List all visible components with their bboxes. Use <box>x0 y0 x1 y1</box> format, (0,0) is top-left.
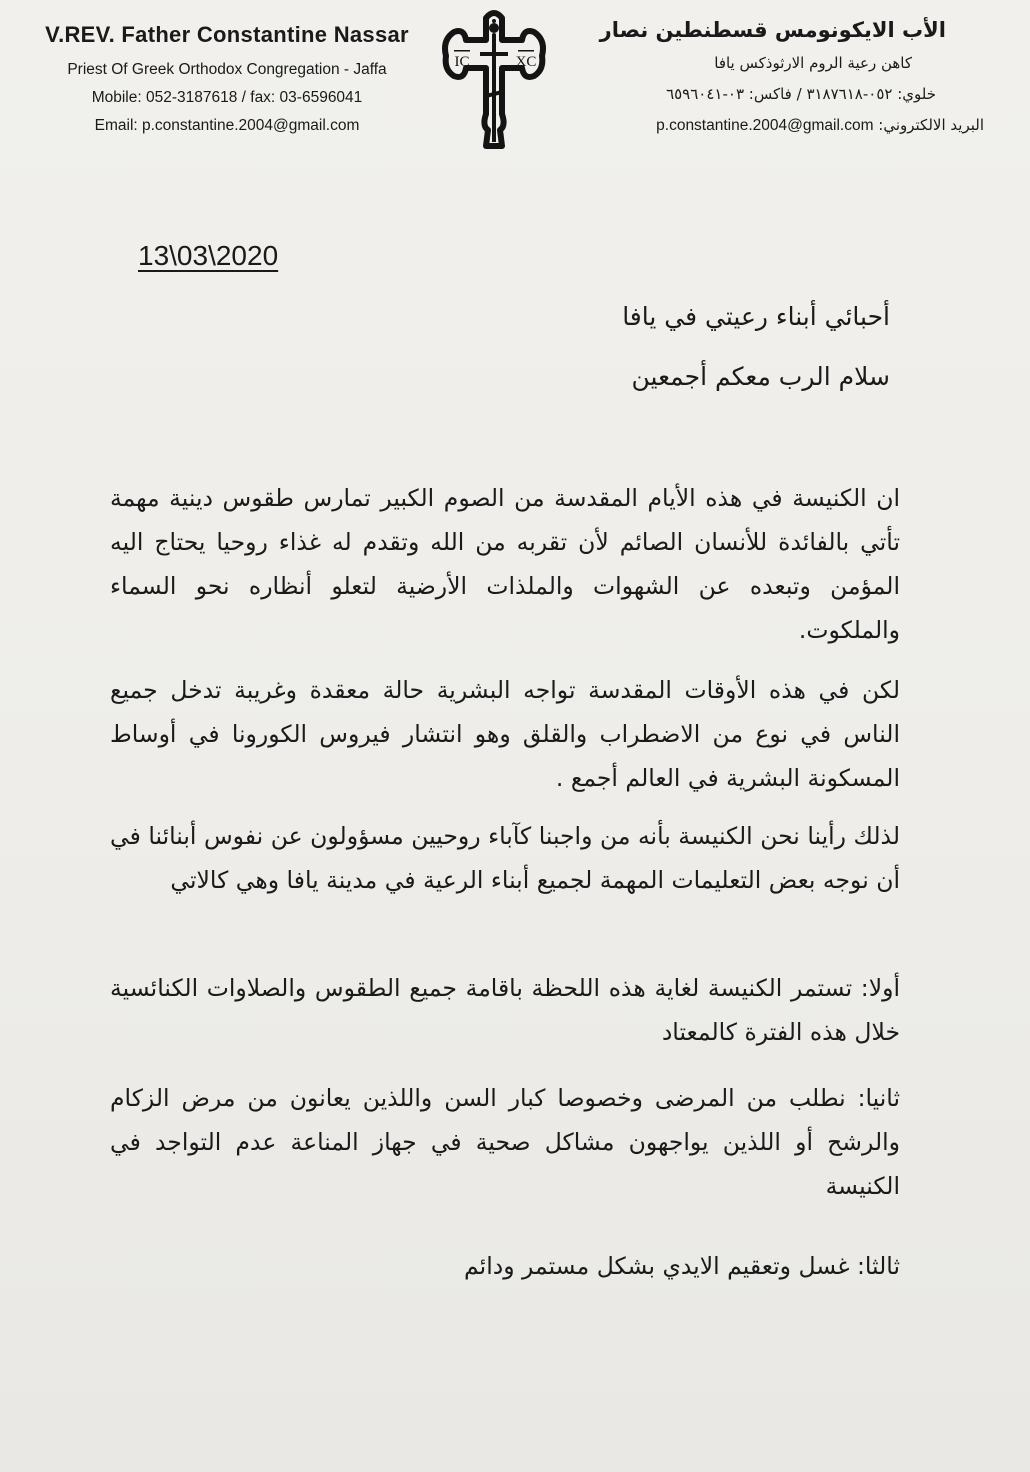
email-english: Email: p.constantine.2004@gmail.com <box>94 117 360 134</box>
letter-date: 13\03\2020 <box>138 240 279 271</box>
paragraph-lent-intro: ان الكنيسة في هذه الأيام المقدسة من الصوم الكبير تمارس طقوس دينية مهمة تأتي بالفائدة للأنسان الصائم لأن تقربه من الله وتقدم له غذاء روحيا يحتاج اليه المؤمن وتبعده عن الشهوات والملذات الأرضية لتعلو أنظاره نحو السماء والملكوت. <box>110 484 900 644</box>
letterhead-english <box>22 22 432 140</box>
letterhead-arabic <box>548 18 998 141</box>
instruction-second: ثانيا: نطلب من المرضى وخصوصا كبار السن واللذين يعانون من مرض الزكام والرشح أو اللذين يواجهون مشاكل صحية في جهاز المناعة عدم التواجد في الكنيسة <box>110 1084 900 1200</box>
priest-title-arabic: كاهن رعية الروم الارثوذكس يافا <box>714 54 912 72</box>
instruction-first: أولا: تستمر الكنيسة لغاية هذه اللحظة باقامة جميع الطقوس والصلاوات الكنائسية خلال هذه الفترة كالمعتاد <box>110 974 900 1046</box>
instruction-third: ثالثا: غسل وتعقيم الايدي بشكل مستمر ودائم <box>464 1252 900 1280</box>
ic-monogram: IC <box>454 54 470 70</box>
orthodox-cross-icon <box>440 4 548 154</box>
greeting-line-2: سلام الرب معكم أجمعين <box>631 362 890 391</box>
phone-fax-arabic: خلوي: ٠٥٢-٣١٨٧٦١٨ / فاكس: ٠٣-٦٥٩٦٠٤١ <box>666 85 936 103</box>
paragraph-instructions-intro: لذلك رأينا نحن الكنيسة بأنه من واجبنا كآباء روحيين مسؤولون عن نفوس أبنائنا في أن نوجه بعض التعليمات المهمة لجميع أبناء الرعية في مدينة يافا وهي كالاتي <box>110 822 900 894</box>
paragraph-corona: لكن في هذه الأوقات المقدسة تواجه البشرية حالة معقدة وغريبة تدخل جميع الناس في نوع من الاضطراب والقلق وهو انتشار فيروس الكورونا في أوساط المسكونة البشرية في العالم أجمع . <box>110 676 900 792</box>
priest-name-arabic: الأب الايكونومس قسطنطين نصار <box>599 18 946 42</box>
greeting-line-1: أحبائي أبناء رعيتي في يافا <box>622 302 890 331</box>
email-address: p.constantine.2004@gmail.com <box>656 117 874 134</box>
email-label-arabic: البريد الالكتروني: <box>878 116 984 134</box>
priest-name-english: V.REV. Father Constantine Nassar <box>45 22 409 47</box>
email-arabic <box>548 110 998 141</box>
xc-monogram: XC <box>515 54 537 70</box>
priest-title-english: Priest Of Greek Orthodox Congregation - Jaffa <box>67 61 387 78</box>
phone-fax-english: Mobile: 052-3187618 / fax: 03-6596041 <box>91 89 363 106</box>
